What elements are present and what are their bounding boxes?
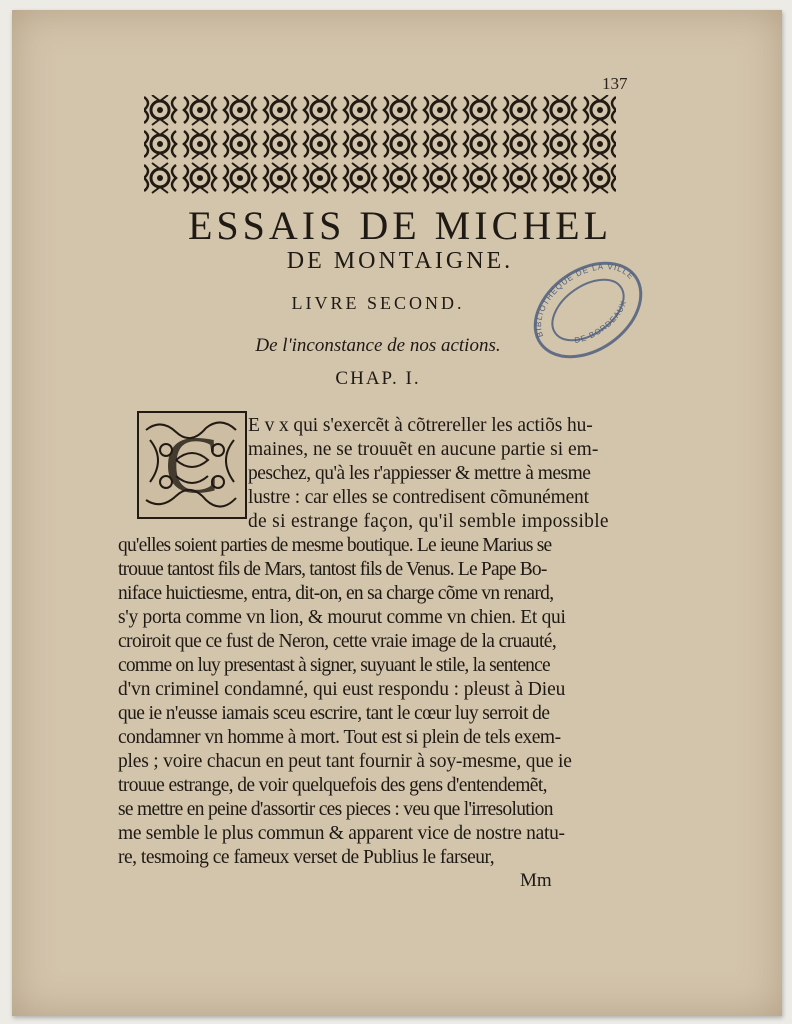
- body-line: comme on luy presentast à signer, suyuant le stile, la sentence: [118, 655, 550, 676]
- ornamental-headpiece: [140, 93, 620, 197]
- body-line: niface huictiesme, entra, dit-on, en sa charge cõme vn renard,: [118, 583, 554, 604]
- body-line: peschez, qu'à les r'appiesser & mettre à mesme: [248, 463, 591, 484]
- stamp-outer-text: BIBLIOTHEQUE DE LA VILLE: [534, 262, 636, 339]
- chapter-subtitle: De l'inconstance de nos actions.: [255, 335, 501, 356]
- body-line: se mettre en peine d'assortir ces pieces : veu que l'irresolution: [118, 799, 553, 820]
- body-line: que ie n'eusse iamais sceu escrire, tant le cœur luy serroit de: [118, 703, 550, 724]
- body-line: condamner vn homme à mort. Tout est si plein de tels exem-: [118, 727, 561, 748]
- body-line: lustre : car elles se contredisent cõmunément: [248, 487, 589, 508]
- body-line: croiroit que ce fust de Neron, cette vraie image de la cruauté,: [118, 631, 557, 652]
- body-line: trouue tantost fils de Mars, tantost fils de Venus. Le Pape Bo-: [118, 559, 547, 580]
- body-line: trouue estrange, de voir quelquefois des gens d'entendemẽt,: [118, 775, 547, 796]
- chapter-heading: CHAP. I.: [335, 368, 421, 389]
- page-number: 137: [602, 74, 628, 93]
- drop-cap-initial: [136, 410, 248, 520]
- title-line-2: DE MONTAIGNE.: [286, 248, 514, 274]
- catchword: Mm: [520, 870, 552, 891]
- body-line: de si estrange façon, qu'il semble impossible: [248, 511, 609, 532]
- body-line: ples ; voire chacun en peut tant fournir à soy-mesme, que ie: [118, 751, 572, 772]
- body-line: E v x qui s'exercẽt à cõtrereller les actiõs hu-: [248, 415, 593, 436]
- drop-cap-letter: C: [164, 419, 220, 510]
- book-heading: LIVRE SECOND.: [291, 293, 465, 313]
- body-line: maines, ne se trouuẽt en aucune partie si em-: [248, 439, 599, 460]
- body-line: s'y porta comme vn lion, & mourut comme vn chien. Et qui: [118, 607, 566, 628]
- svg-text:BIBLIOTHEQUE DE LA VILLE: [524, 246, 637, 344]
- svg-text:DE BORDEAUX: [568, 296, 635, 351]
- library-stamp: [524, 246, 652, 374]
- body-line: d'vn criminel condamné, qui eust respondu : pleust à Dieu: [118, 679, 566, 700]
- body-line: re, tesmoing ce fameux verset de Publius le farseur,: [118, 847, 495, 868]
- body-line: me semble le plus commun & apparent vice de nostre natu-: [118, 823, 565, 844]
- book-page: [12, 10, 782, 1016]
- body-line: qu'elles soient parties de mesme boutique. Le ieune Marius se: [118, 535, 552, 556]
- stamp-inner-text: DE BORDEAUX: [573, 298, 629, 346]
- title-line-1: ESSAIS DE MICHEL: [187, 203, 613, 248]
